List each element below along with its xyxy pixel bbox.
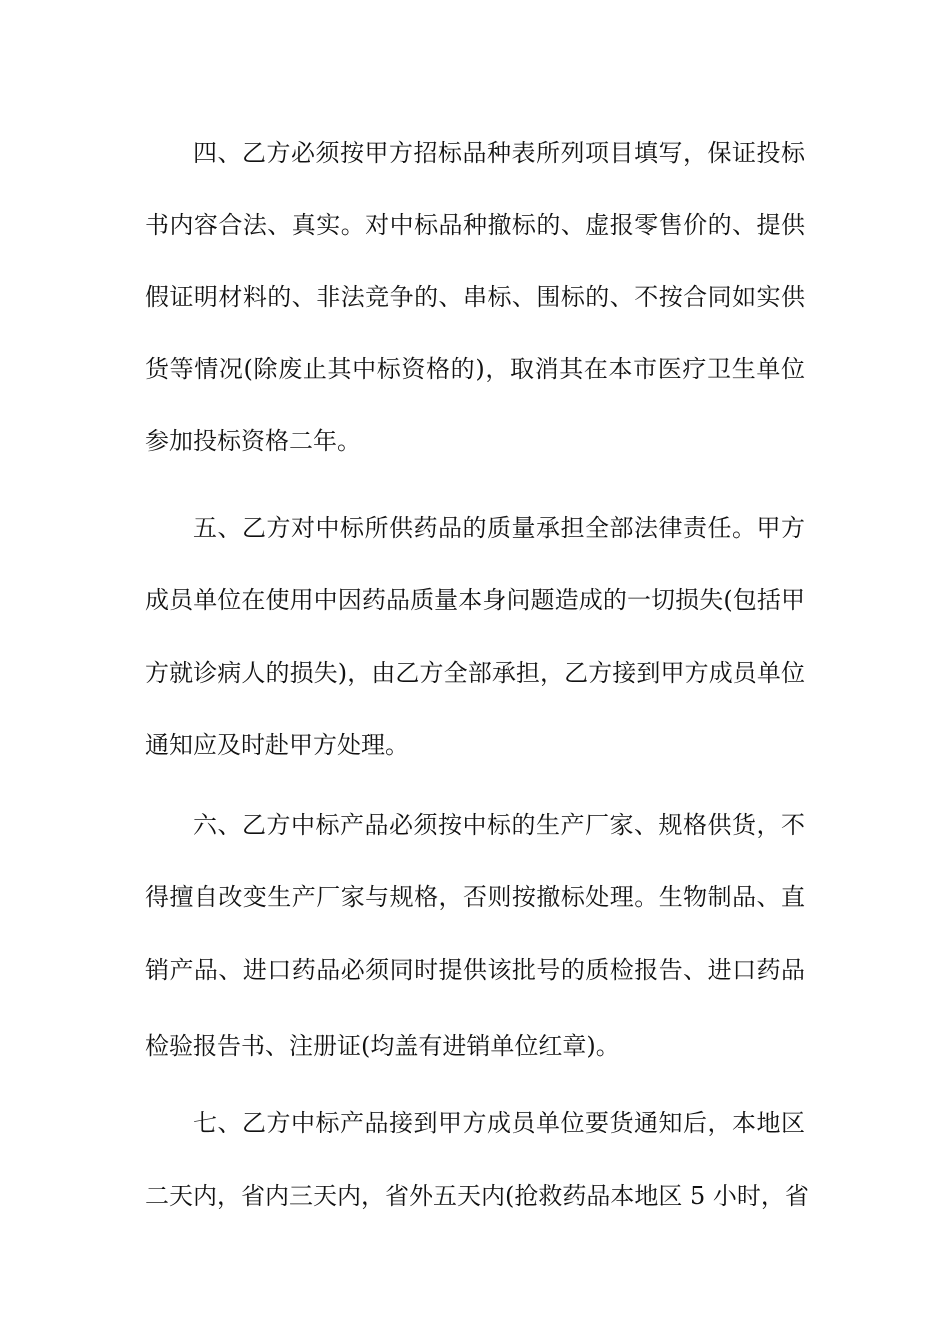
paragraph-6-line-1: 六、乙方中标产品必须按中标的生产厂家、规格供货，不: [193, 811, 805, 839]
paragraph-5-line-3: 方就诊病人的损失)，由乙方全部承担，乙方接到甲方成员单位: [145, 659, 805, 687]
paragraph-4-line-5: 参加投标资格二年。: [145, 427, 361, 455]
paragraph-5-line-2: 成员单位在使用中因药品质量本身问题造成的一切损失(包括甲: [145, 586, 805, 614]
paragraph-7-line-2: 二天内，省内三天内，省外五天内(抢救药品本地区 5 小时，省: [145, 1182, 809, 1210]
paragraph-5-line-4: 通知应及时赴甲方处理。: [145, 731, 409, 759]
paragraph-4-line-2: 书内容合法、真实。对中标品种撤标的、虚报零售价的、提供: [145, 211, 805, 239]
paragraph-6-line-3: 销产品、进口药品必须同时提供该批号的质检报告、进口药品: [145, 956, 805, 984]
paragraph-7-line-1: 七、乙方中标产品接到甲方成员单位要货通知后，本地区: [193, 1109, 805, 1137]
paragraph-4-line-4: 货等情况(除废止其中标资格的)，取消其在本市医疗卫生单位: [145, 355, 805, 383]
paragraph-6-line-2: 得擅自改变生产厂家与规格，否则按撤标处理。生物制品、直: [145, 883, 805, 911]
paragraph-5-line-1: 五、乙方对中标所供药品的质量承担全部法律责任。甲方: [193, 514, 805, 542]
paragraph-4-line-3: 假证明材料的、非法竞争的、串标、围标的、不按合同如实供: [145, 283, 805, 311]
paragraph-4-line-1: 四、乙方必须按甲方招标品种表所列项目填写，保证投标: [193, 139, 805, 167]
paragraph-6-line-4: 检验报告书、注册证(均盖有进销单位红章)。: [145, 1032, 620, 1060]
